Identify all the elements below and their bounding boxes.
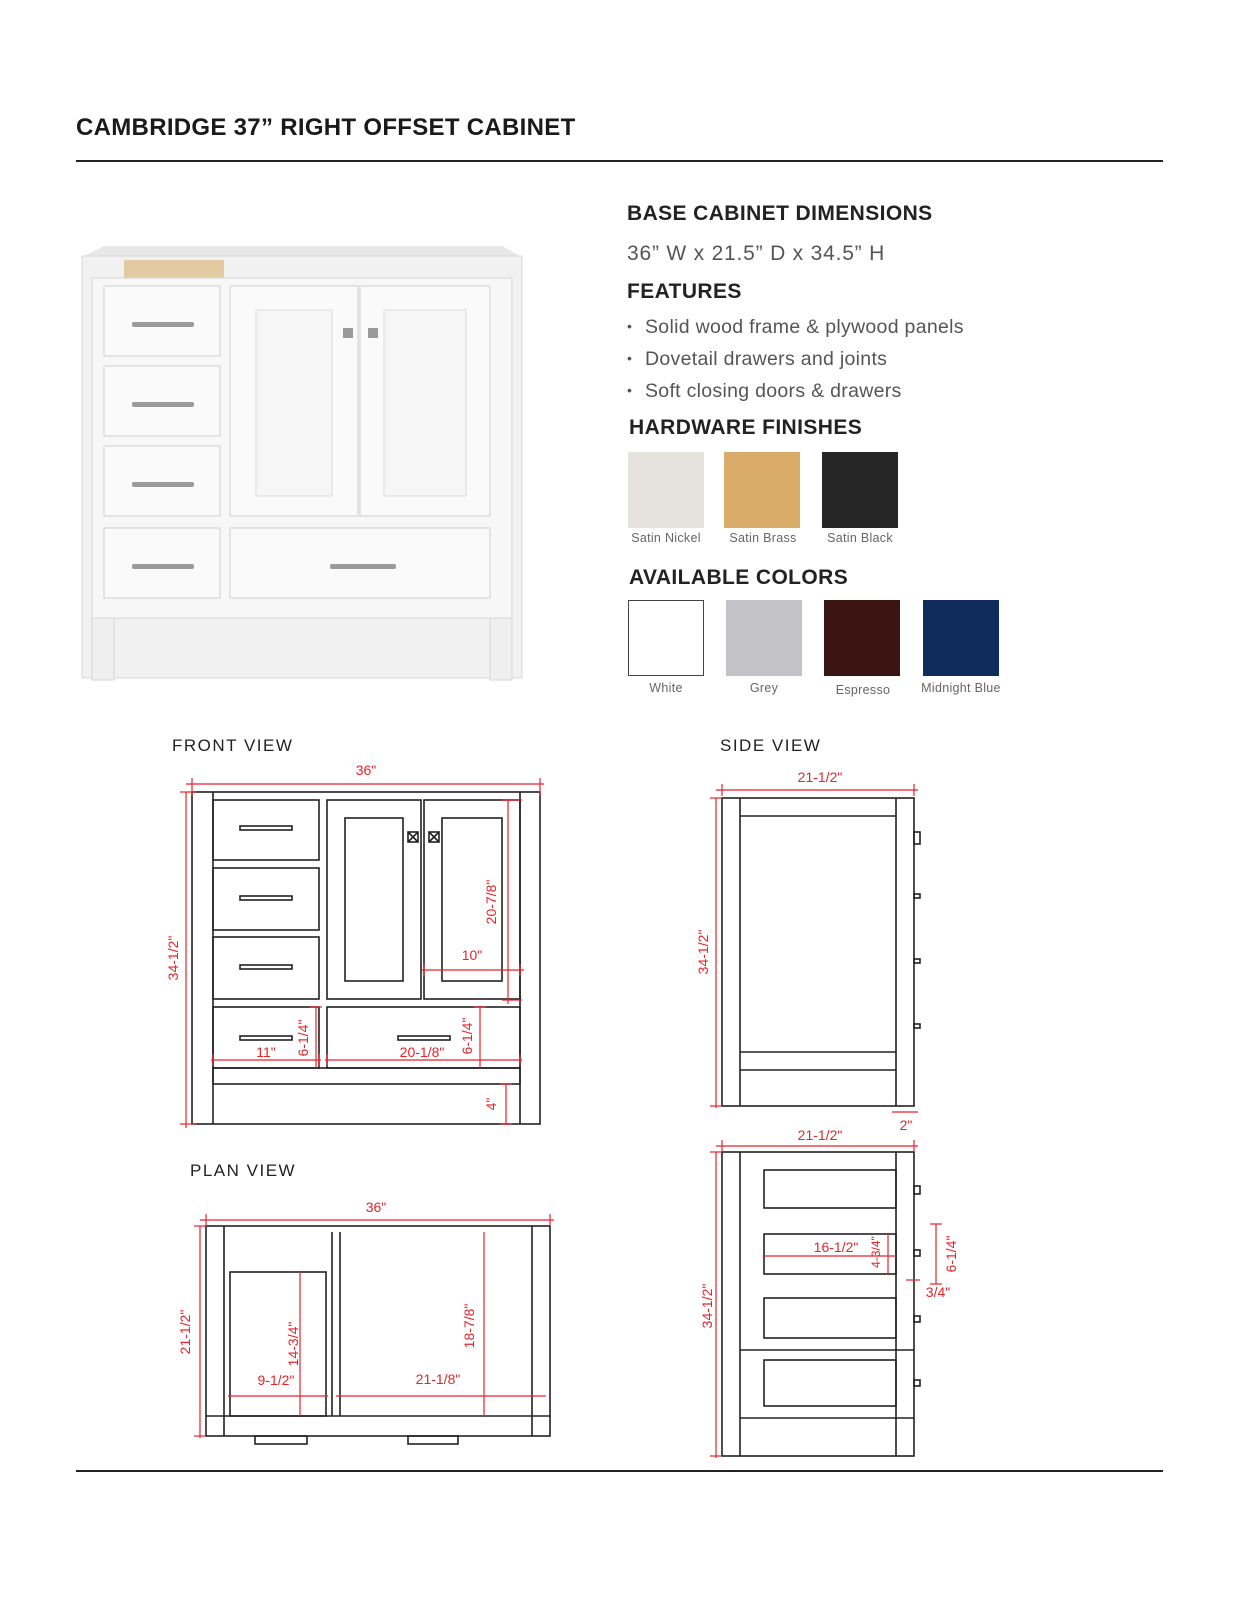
list-item: • Solid wood frame & plywood panels: [627, 316, 964, 338]
plan-depth-label: 21-1/2": [177, 1309, 193, 1355]
front-view-label: FRONT VIEW: [172, 736, 294, 755]
section-depth-label: 21-1/2": [797, 1127, 843, 1143]
page-title: CAMBRIDGE 37” RIGHT OFFSET CABINET: [76, 114, 576, 141]
swatch-label: Grey: [749, 681, 779, 695]
swatch-label: Midnight Blue: [921, 681, 1001, 695]
swatch-label: Satin Brass: [729, 531, 797, 545]
plan-width-label: 36": [365, 1199, 387, 1215]
overhang-label: 2": [899, 1117, 913, 1133]
section-height-label: 34-1/2": [699, 1283, 715, 1329]
bullet-icon: •: [627, 318, 633, 334]
plan-view-drawing: [206, 1226, 550, 1444]
swatch-label: Espresso: [835, 683, 891, 697]
hardware-heading: HARDWARE FINISHES: [629, 416, 863, 439]
dimensions-value: 36” W x 21.5” D x 34.5” H: [627, 242, 886, 265]
bullet-icon: •: [627, 350, 633, 366]
dimensions-heading: BASE CABINET DIMENSIONS: [627, 202, 933, 225]
side-view-label: SIDE VIEW: [720, 736, 822, 755]
side-view-drawing: [722, 798, 920, 1106]
plan-view-label: PLAN VIEW: [190, 1161, 297, 1180]
list-item: • Dovetail drawers and joints: [627, 348, 888, 370]
face-thickness-label: 3/4": [925, 1284, 951, 1300]
door-width-label: 10": [461, 947, 483, 963]
door-height-label: 20-7/8": [483, 879, 499, 925]
colors-heading: AVAILABLE COLORS: [629, 566, 849, 589]
section-view-drawing: [722, 1152, 920, 1456]
drawer-box-height-label: 4-3/4": [869, 1236, 883, 1268]
side-depth-label: 21-1/2": [797, 769, 843, 785]
list-item: • Soft closing doors & drawers: [627, 380, 902, 402]
front-height-label: 34-1/2": [165, 935, 181, 981]
front-width-label: 36": [355, 762, 377, 778]
bottom-drawer-width-label: 20-1/8": [399, 1044, 445, 1060]
swatch-label: Satin Nickel: [631, 531, 701, 545]
right-width-label: 21-1/8": [415, 1371, 461, 1387]
front-view-drawing: [192, 792, 540, 1124]
features-heading: FEATURES: [627, 280, 742, 303]
bottom-divider: [76, 1470, 1163, 1472]
bottom-drawer-height-label: 6-1/4": [459, 1017, 475, 1055]
front-dimensions: [180, 778, 544, 1128]
drawer-width-label: 11": [256, 1044, 276, 1060]
swatch-label: Satin Black: [827, 531, 893, 545]
inner-depth-label: 14-3/4": [285, 1321, 301, 1367]
drawer-face-height-label: 6-1/4": [943, 1235, 959, 1273]
swatch-label: White: [649, 681, 683, 695]
drawer-height-label: 6-1/4": [295, 1019, 311, 1057]
bullet-icon: •: [627, 382, 633, 398]
inner-width-label: 9-1/2": [257, 1372, 295, 1388]
drawer-depth-label: 16-1/2": [813, 1239, 859, 1255]
toe-kick-label: 4": [483, 1097, 499, 1111]
right-depth-label: 18-7/8": [461, 1303, 477, 1349]
side-height-label: 34-1/2": [695, 929, 711, 975]
